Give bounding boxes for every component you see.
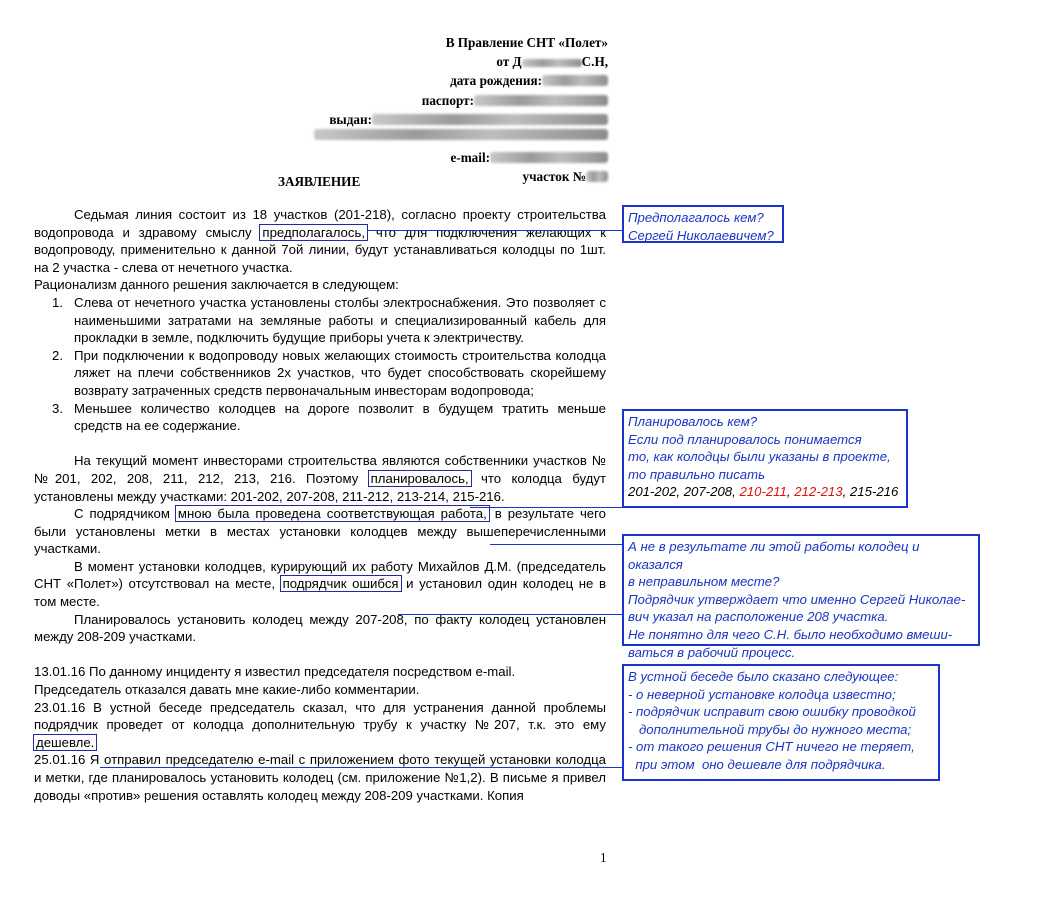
- paragraph-5: В момент установки колодцев, курирующий их работу Михайлов Д.М. (председатель СНТ «Полет») отсутствовал на месте, подрядчик ошибся и установил один колодец не в том месте.: [34, 558, 606, 610]
- document-body: [34, 206, 606, 804]
- connector-line: [368, 230, 622, 231]
- annotation-note-2: Планировалось кем? Если под планировалось понимается то, как колодцы были указаны в проекте, то правильно писать 201-202, 207-208, 210-211, 212-213, 215-216: [622, 409, 908, 508]
- issued-row: выдан:: [248, 110, 608, 129]
- paragraph-10: 25.01.16 Я отправил председателю e-mail с приложением фото текущей установки колодца и метки, где планировалось установить колодец (см. приложение №1,2). В письме я привел доводы «против» решения оставлять колодец между 208-209 участками. Копия: [34, 752, 606, 803]
- paragraph-9: 23.01.16 В устной беседе председатель сказал, что для устранения данной проблемы подрядчик проведет от колодца дополнительную трубу к участку №207, т.к. это ему дешевле.: [34, 699, 606, 750]
- annotation-note-4: В устной беседе было сказано следующее: - о неверной установке колодца известно; - подрядчик исправит свою ошибку проводкой дополнительной трубы до нужного места; - от такого решения СНТ ничего не теряет, при этом оно дешевле для подрядчика.: [622, 664, 940, 781]
- highlight-contractor-mistake: подрядчик ошибся: [280, 575, 402, 592]
- paragraph-6: Планировалось установить колодец между 207-208, по факту колодец установлен между 208-209 участками.: [34, 611, 606, 645]
- redacted-issued-by-2: [314, 129, 608, 140]
- highlight-work-done: мною была проведена соответствующая работа,: [175, 505, 490, 522]
- highlight-cheaper: дешевле.: [33, 734, 97, 751]
- page-number: 1: [600, 850, 607, 865]
- paragraph-1: Седьмая линия состоит из 18 участков (201-218), согласно проекту строительства водопровода и здравому смыслу предполагалось, что для подключения желающих к водопроводу, применительно к данной 7ой линии, будут устанавливаться колодцы по 1шт. на 2 участка - слева от нечетного участка.: [34, 207, 606, 275]
- addressee-to: В Правление СНТ «Полет»: [445, 35, 608, 50]
- redacted-passport: [474, 95, 608, 106]
- annotation-note-1: Предполагалось кем? Сергей Николаевичем?: [622, 205, 784, 243]
- addressee-block: [248, 33, 608, 186]
- redacted-surname: [522, 59, 582, 67]
- connector-line: [100, 767, 626, 768]
- paragraph-2: Рационализм данного решения заключается в следующем:: [34, 277, 399, 293]
- passport-row: паспорт:: [248, 91, 608, 110]
- sender-name: от Д С.Н,: [496, 54, 608, 70]
- highlight-predpolagalos: предполагалось,: [259, 224, 368, 241]
- paragraph-4: С подрядчиком мною была проведена соответствующая работа, в результате чего были установлены метки в местах установки колодцев между вышеперечисленными участками.: [34, 506, 607, 557]
- issued-row-2: [248, 129, 608, 148]
- connector-line: [490, 544, 626, 545]
- birth-date-row: дата рождения:: [248, 71, 608, 90]
- well-pairs-line: 201-202, 207-208, 210-211, 212-213, 215-216: [628, 484, 899, 500]
- email-row: e-mail:: [248, 148, 608, 167]
- connector-line: [398, 614, 626, 615]
- paragraph-3: На текущий момент инвесторами строительства являются собственники участков №№201, 202, 208, 211, 212, 213, 216. Поэтому планировалось, что колодца будут установлены между участками: 201-202, 207-208, 211-212, 213-214, 215-216.: [34, 453, 606, 504]
- list-item: 2. При подключении к водопроводу новых желающих стоимость строительства колодца ляжет на плечи собственников 2х участков, что будет способствовать скорейшему возврату затраченных средств первоначальным инвесторам водопровода;: [52, 347, 606, 398]
- redacted-birth-date: [542, 75, 608, 86]
- redacted-issued-by: [372, 114, 608, 125]
- document-title: ЗАЯВЛЕНИЕ: [278, 174, 361, 189]
- connector-line: [470, 507, 626, 508]
- list-item: 1. Слева от нечетного участка установлены столбы электроснабжения. Это позволяет с наименьшими затратами на земляные работы и специализированный кабель для прокладки в земле, подключить будущие приборы учета к электричеству.: [52, 294, 606, 346]
- list-item: 3. Меньшее количество колодцев на дороге позволит в будущем тратить меньше средств на ее содержание.: [52, 400, 606, 434]
- plot-row: участок №: [248, 167, 608, 186]
- paragraph-7: 13.01.16 По данному инциденту я известил председателя посредством e-mail.: [34, 664, 516, 680]
- paragraph-8: Председатель отказался давать мне какие-либо комментарии.: [34, 682, 420, 698]
- redacted-plot: [586, 171, 608, 182]
- annotation-note-3: А не в результате ли этой работы колодец и оказался в неправильном месте? Подрядчик утверждает что именно Сергей Николае- вич указал на расположение 208 участка. Не понятно для чего С.Н. было необходимо вмеши- ваться в рабочий процесс.: [622, 534, 980, 646]
- highlight-planirovalos: планировалось,: [368, 470, 472, 487]
- redacted-email: [490, 152, 608, 163]
